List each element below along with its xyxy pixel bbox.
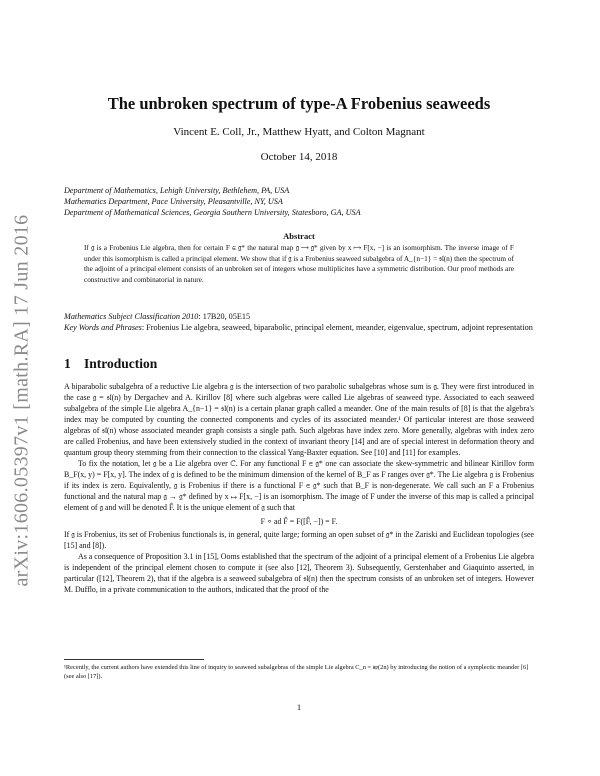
- paragraph: To fix the notation, let 𝔤 be a Lie algebra over ℂ. For any functional F ∈ 𝔤* one can associate the skew-symmetric and bilinear Kirillov form B_F(x, y) = F[x, y]. The index of 𝔤 is defined to be the minimum dimension of the kernel of B_F as F ranges over 𝔤*. The Lie algebra 𝔤 is Frobenius if its index is zero. Equivalently, 𝔤 is Frobenius if there is a functional F ∈ 𝔤* such that B_F is non-degenerate. We call such an F a Frobenius functional and the natural map 𝔤 → 𝔤* defined by x ↦ F[x, −] is an isomorphism. The image of F under the inverse of this map is called a principal element of 𝔤 and will be denoted F̂. It is the unique element of 𝔤 such that: [64, 459, 534, 512]
- section-heading: [64, 356, 534, 372]
- section-body: [64, 381, 534, 595]
- paragraph: As a consequence of Proposition 3.1 in [15], Ooms established that the spectrum of the adjoint of a principal element of a Frobenius Lie algebra is independent of the principal element chosen to compute it (see also [12], Theorem 3). Subsequently, Gerstenhaber and Giaquinto asserted, in particular ([12], Theorem 2), that if the algebra is a seaweed subalgebra of 𝔰𝔩(n) then the spectrum consists of an unbroken set of integers. However M. Dufflo, in a private communication to the authors, indicated that the proof of the: [64, 552, 534, 594]
- section-number: 1: [64, 356, 71, 371]
- abstract-heading: Abstract: [283, 231, 315, 241]
- keywords-line: [64, 322, 534, 333]
- paragraph: If 𝔤 is Frobenius, its set of Frobenius functionals is, in general, quite large; forming an open subset of 𝔤* in the Zariski and Euclidean topologies (see [15] and [8]).: [64, 530, 534, 550]
- page-number: 1: [296, 702, 302, 712]
- paragraph: A biparabolic subalgebra of a reductive Lie algebra 𝔤 is the intersection of two parabolic subalgebras whose sum is 𝔤. They were first introduced in the case 𝔤 = 𝔰𝔩(n) by Dergachev and A. Kirillov [8] where such algebras were called Lie algebras of seaweed type. Associated to each seaweed subalgebra of the simple Lie algebra A_{n−1} = 𝔰𝔩(n) is a certain planar graph called a meander. One of the main results of [8] is that the algebra's index may be computed by counting the connected components and cycles of its associated meander.¹ Of particular interest are those seaweed algebras of 𝔰𝔩(n) whose associated meander graph consists a single path. Such algebras have index zero. More generally, algebras with index zero are called Frobenius, and have been extensively studied in the context of invariant theory [14] and are of special interest in deformation theory and quantum group theory stemming from their connection to the classical Yang-Baxter equation. See [10] and [11] for examples.: [64, 382, 534, 457]
- footnote: ¹Recently, the current authors have extended this line of inquiry to seaweed subalgebras of the simple Lie algebra C_n = 𝔰𝔭(2n) by introducing the notion of a symplectic meander [6] (see also [17]).: [64, 664, 529, 680]
- affiliation: Mathematics Department, Pace University, Pleasantville, NY, USA: [64, 197, 283, 206]
- affiliations: [64, 185, 534, 218]
- author-list: Vincent E. Coll, Jr., Matthew Hyatt, and Colton Magnant: [173, 126, 425, 138]
- paper-title: The unbroken spectrum of type-A Frobenius seaweeds: [107, 94, 491, 113]
- arxiv-stamp: [2, 170, 42, 630]
- affiliation: Department of Mathematical Sciences, Georgia Southern University, Statesboro, GA, USA: [64, 208, 361, 217]
- affiliation: Department of Mathematics, Lehigh University, Bethlehem, PA, USA: [64, 186, 290, 195]
- msc-line: [64, 311, 534, 322]
- keywords-label: Key Words and Phrases: [64, 323, 142, 332]
- arxiv-stamp-text: arXiv:1606.05397v1 [math.RA] 17 Jun 2016: [10, 214, 33, 586]
- section-title: Introduction: [84, 356, 158, 371]
- footnote-rule: [64, 659, 204, 660]
- abstract-text: If 𝔤 is a Frobenius Lie algebra, then for certain F ∈ 𝔤* the natural map 𝔤 ⟶ 𝔤* given by x ⟼ F[x, −] is an isomorphism. The inverse image of F under this isomorphism is called a principal element. We show that if 𝔤 is a Frobenius seaweed subalgebra of A_{n−1} = 𝔰𝔩(n) then the spectrum of the adjoint of a principal element consists of an unbroken set of integers whose multiplicites have a symmetric distribution. Our proof methods are constructive and combinatorial in nature.: [84, 243, 514, 284]
- display-equation: F ∘ ad F̂ = F([F̂, −]) = F.: [260, 517, 338, 526]
- msc-label: Mathematics Subject Classification 2010: [64, 312, 199, 321]
- paper-date: October 14, 2018: [260, 151, 338, 163]
- msc-value: : 17B20, 05E15: [198, 312, 251, 321]
- keywords-value: : Frobenius Lie algebra, seaweed, biparabolic, principal element, meander, eigenvalue, spectrum, adjoint representation: [141, 323, 533, 332]
